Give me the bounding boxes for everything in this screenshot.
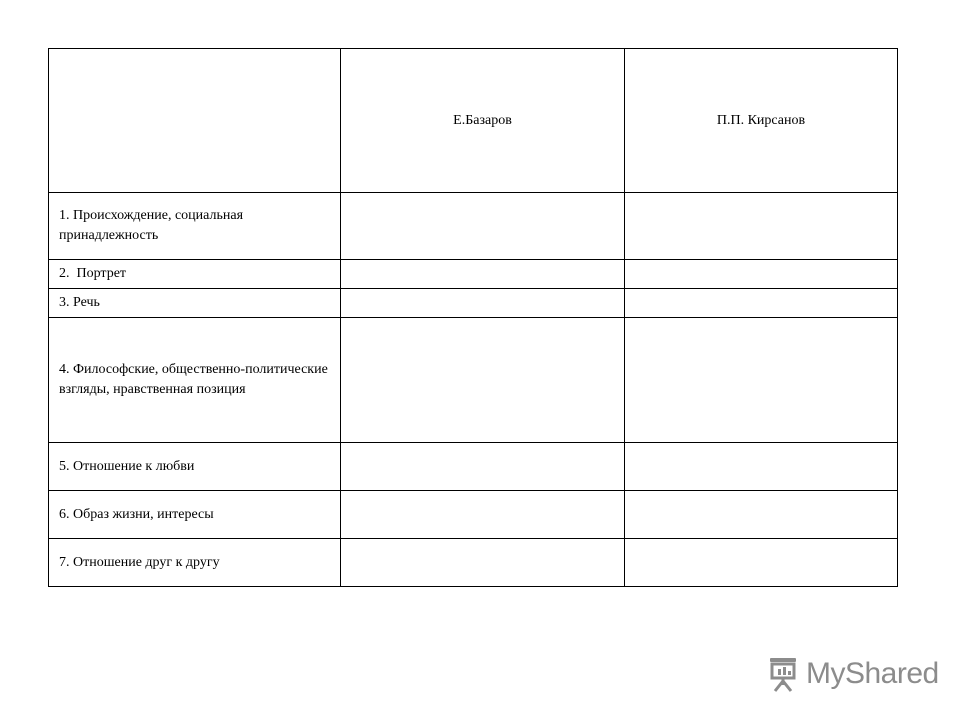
bazarov-cell bbox=[341, 193, 625, 260]
kirsanov-cell bbox=[625, 443, 898, 491]
row-label: 4. Философские, общественно-политические взгляды, нравственная позиция bbox=[49, 318, 341, 443]
header-empty-cell bbox=[49, 49, 341, 193]
header-bazarov: Е.Базаров bbox=[341, 49, 625, 193]
bazarov-cell bbox=[341, 318, 625, 443]
kirsanov-cell bbox=[625, 318, 898, 443]
row-label: 5. Отношение к любви bbox=[49, 443, 341, 491]
table-row bbox=[49, 491, 898, 539]
row-label: 6. Образ жизни, интересы bbox=[49, 491, 341, 539]
table-row bbox=[49, 539, 898, 587]
watermark-text: MyShared bbox=[806, 657, 939, 690]
table-row bbox=[49, 289, 898, 318]
kirsanov-cell bbox=[625, 491, 898, 539]
row-label: 7. Отношение друг к другу bbox=[49, 539, 341, 587]
header-kirsanov: П.П. Кирсанов bbox=[625, 49, 898, 193]
table-row bbox=[49, 443, 898, 491]
row-label: 1. Происхождение, социальная принадлежность bbox=[49, 193, 341, 260]
bazarov-cell bbox=[341, 491, 625, 539]
bazarov-cell bbox=[341, 289, 625, 318]
kirsanov-cell bbox=[625, 260, 898, 289]
kirsanov-cell bbox=[625, 539, 898, 587]
kirsanov-cell bbox=[625, 289, 898, 318]
bazarov-cell bbox=[341, 443, 625, 491]
comparison-table bbox=[48, 48, 898, 587]
row-label: 3. Речь bbox=[49, 289, 341, 318]
bazarov-cell bbox=[341, 260, 625, 289]
header-row bbox=[49, 49, 898, 193]
myshared-watermark bbox=[766, 654, 939, 694]
bazarov-cell bbox=[341, 539, 625, 587]
table-row bbox=[49, 318, 898, 443]
kirsanov-cell bbox=[625, 193, 898, 260]
presentation-board-icon bbox=[766, 655, 800, 693]
table-row bbox=[49, 193, 898, 260]
table-row bbox=[49, 260, 898, 289]
row-label: 2. Портрет bbox=[49, 260, 341, 289]
